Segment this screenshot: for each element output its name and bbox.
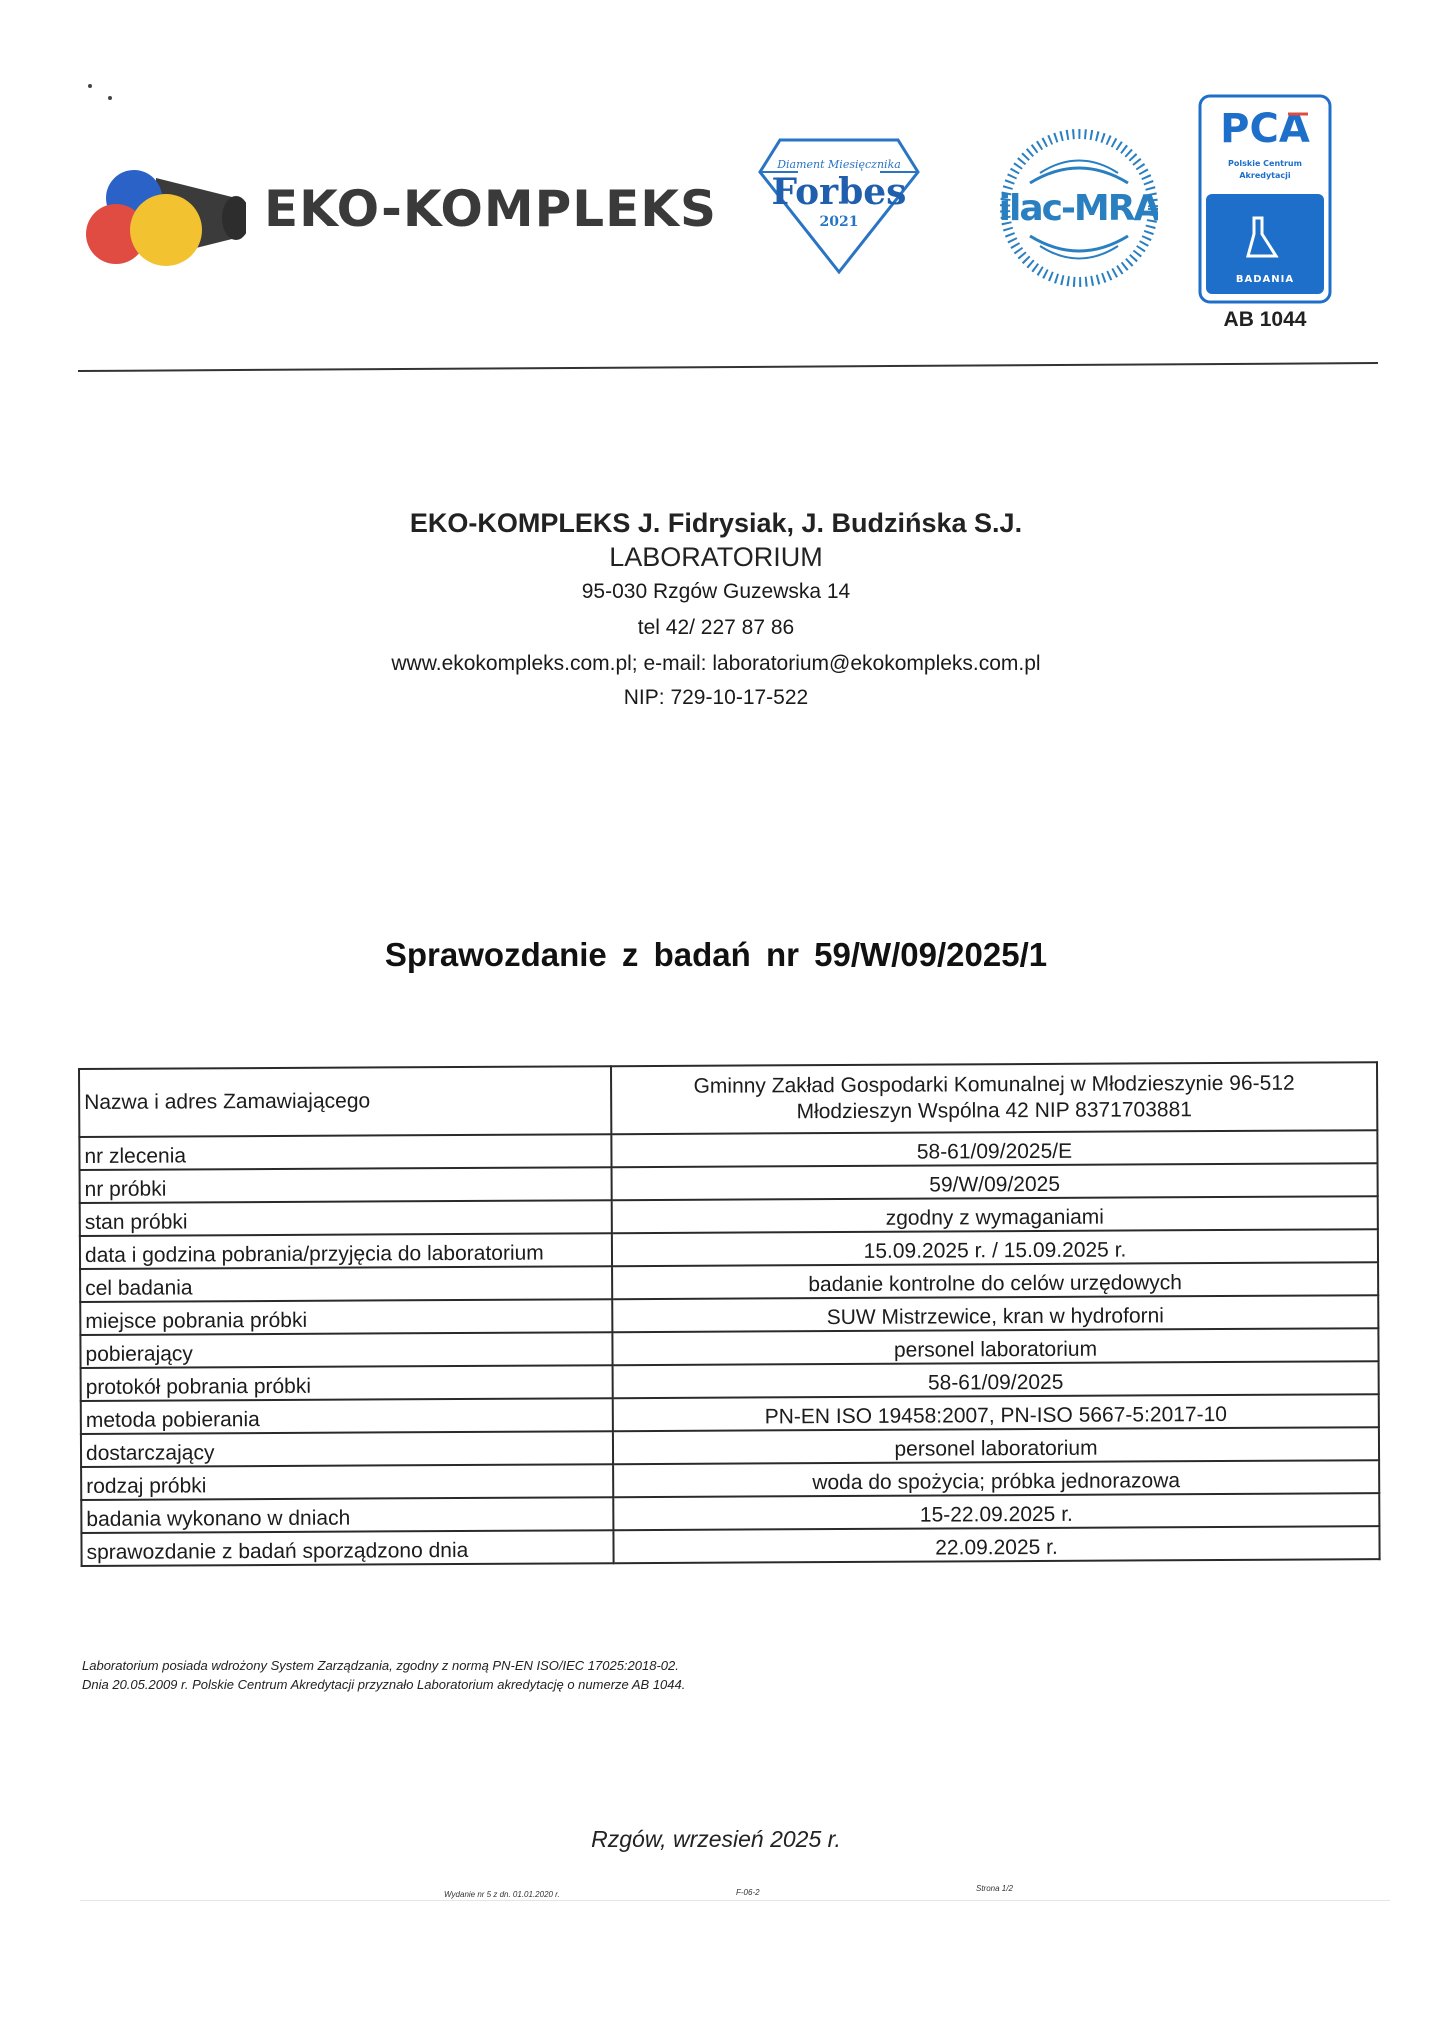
row-value-line: Młodzieszyn Wspólna 42 NIP 8371703881 [796,1098,1192,1124]
accreditation-note-line: Laboratorium posiada wdrożony System Zarządzania, zgodny z normą PN-EN ISO/IEC 17025:2018-02. [82,1658,679,1673]
lab-company-name: EKO-KOMPLEKS J. Fidrysiak, J. Budzińska S.J. [409,508,1023,538]
row-value: 58-61/09/2025 [613,1361,1379,1398]
ilac-mra-badge [1000,128,1158,288]
eko-circles-icon [86,158,246,278]
row-value: personel laboratorium [612,1328,1378,1365]
row-label: badania wykonano w dniach [81,1497,613,1533]
pca-line2: Akredytacji [1239,171,1291,180]
footer-divider [80,1900,1390,1901]
pca-bottom: BADANIA [1235,274,1295,285]
row-label: cel badania [80,1266,612,1302]
pca-logo-icon [1198,94,1332,304]
report-details-table [78,1061,1381,1567]
accreditation-note-line: Dnia 20.05.2009 r. Polskie Centrum Akredytacji przyznało Laboratorium akredytację o numerze AB 1044. [82,1677,686,1692]
lab-phone: tel 42/ 227 87 86 [637,616,795,639]
row-label: miejsce pobrania próbki [80,1299,612,1335]
row-value: zgodny z wymaganiami [612,1196,1378,1233]
ilac-seal-icon [1000,128,1158,288]
brand-name: EKO-KOMPLEKS [264,180,718,238]
row-value: 59/W/09/2025 [612,1163,1378,1200]
row-value: SUW Mistrzewice, kran w hydroforni [612,1295,1378,1332]
row-label: pobierający [80,1332,612,1368]
row-value: woda do spożycia; próbka jednorazowa [613,1460,1379,1497]
eko-kompleks-logo [86,158,718,278]
row-value: badanie kontrolne do celów urzędowych [612,1262,1378,1299]
table-row [81,1526,1379,1566]
row-label: protokół pobrania próbki [81,1365,613,1401]
lab-unit: LABORATORIUM [609,542,823,572]
row-label: nr próbki [80,1167,612,1203]
footer-page-number: Strona 1/2 [976,1884,1013,1893]
row-value: PN-EN ISO 19458:2007, PN-ISO 5667-5:2017-10 [613,1394,1379,1431]
row-value: 15.09.2025 r. / 15.09.2025 r. [612,1229,1378,1266]
row-label: dostarczający [81,1431,613,1467]
forbes-line1: Diament Miesięcznika [777,158,901,171]
row-value: 15-22.09.2025 r. [613,1493,1379,1530]
row-label: sprawozdanie z badań sporządzono dnia [81,1530,613,1566]
forbes-diamond-badge [758,136,920,276]
forbes-line2: Forbes [771,171,907,213]
ilac-text: ilac-MRA [1000,188,1158,229]
lab-web-email: www.ekokompleks.com.pl; e-mail: laboratorium@ekokompleks.com.pl [391,652,1041,675]
footer-form-code: F-06-2 [736,1888,760,1897]
place-and-date: Rzgów, wrzesień 2025 r. [591,1826,841,1852]
pca-line1: Polskie Centrum [1228,159,1302,168]
scan-speck [108,96,112,100]
row-label: metoda pobierania [81,1398,613,1434]
row-label: Nazwa i adres Zamawiającego [79,1066,611,1137]
row-value-line: Gminny Zakład Gospodarki Komunalnej w Młodzieszynie 96-512 [693,1071,1295,1098]
row-label: nr zlecenia [79,1134,611,1170]
report-title: Sprawozdanie z badań nr 59/W/09/2025/1 [384,936,1048,973]
row-value: 22.09.2025 r. [613,1526,1379,1563]
forbes-line3: 2021 [819,214,859,230]
row-value: personel laboratorium [613,1427,1379,1464]
row-label: data i godzina pobrania/przyjęcia do laboratorium [80,1233,612,1269]
header-divider [78,362,1378,372]
lab-nip: NIP: 729-10-17-522 [623,686,809,709]
row-label: rodzaj próbki [81,1464,613,1500]
pca-accreditation-badge [1198,94,1332,304]
forbes-diamond-icon [758,136,920,276]
lab-address: 95-030 Rzgów Guzewska 14 [581,580,851,603]
pca-title: PCA [1220,106,1310,152]
scan-speck [88,84,92,88]
row-value [611,1062,1377,1134]
row-label: stan próbki [80,1200,612,1236]
table-row [79,1062,1377,1137]
accreditation-number: AB 1044 [1223,308,1307,331]
footer-issue: Wydanie nr 5 z dn. 01.01.2020 r. [444,1890,560,1899]
row-value: 58-61/09/2025/E [611,1130,1377,1167]
